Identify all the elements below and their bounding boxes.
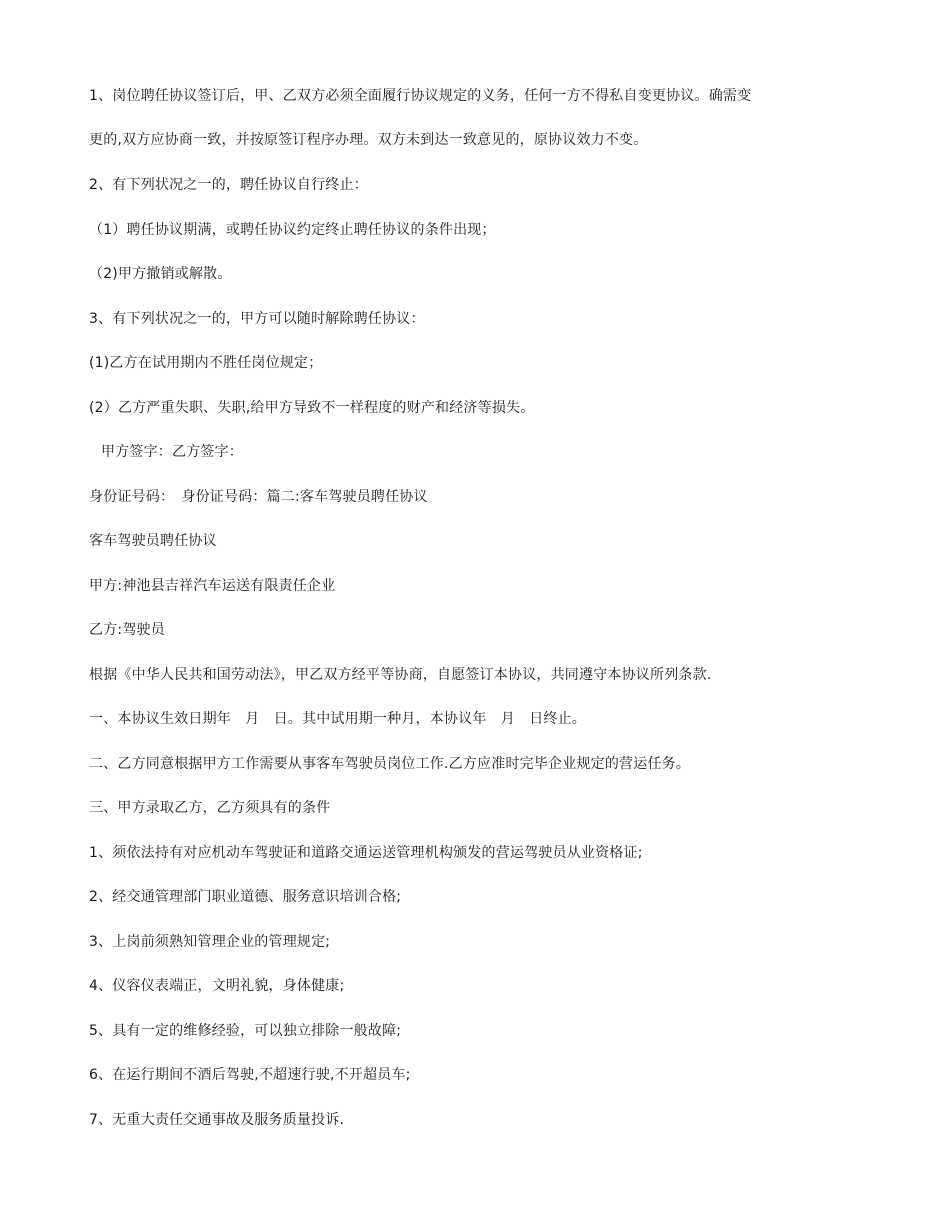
- text-line-article-3: 三、甲方录取乙方，乙方须具有的条件: [89, 800, 331, 816]
- text-line-preamble: 根据《中华人民共和国劳动法》，甲乙双方经平等协商，自愿签订本协议，共同遵守本协议所列条款.: [89, 667, 712, 683]
- text-line-clause-2-item-1: （1）聘任协议期满，或聘任协议约定终止聘任协议的条件出现；: [89, 222, 496, 238]
- text-line-clause-3: 3、有下列状况之一的，甲方可以随时解除聘任协议：: [89, 311, 425, 327]
- text-line-clause-3-item-2: (2）乙方严重失职、失职,给甲方导致不一样程度的财产和经济等损失。: [89, 400, 535, 416]
- text-line-clause-1-cont: 更的,双方应协商一致，并按原签订程序办理。双方未到达一致意见的，原协议效力不变。: [89, 132, 648, 148]
- text-line-article-1: 一、本协议生效日期年 月 日。其中试用期一种月，本协议年 月 日终止。: [89, 711, 586, 727]
- text-line-party-a: 甲方:神池县吉祥汽车运送有限责任企业: [89, 578, 336, 594]
- text-line-condition-3: 3、上岗前须熟知管理企业的管理规定;: [89, 934, 331, 950]
- text-line-condition-2: 2、经交通管理部门职业道德、服务意识培训合格;: [89, 889, 402, 905]
- text-line-condition-7: 7、无重大责任交通事故及服务质量投诉.: [89, 1112, 345, 1128]
- text-line-clause-2-item-2: （2)甲方撤销或解散。: [89, 266, 232, 282]
- text-line-signatures: 甲方签字：乙方签字：: [101, 444, 243, 460]
- text-line-condition-1: 1、须依法持有对应机动车驾驶证和道路交通运送管理机构颁发的营运驾驶员从业资格证;: [89, 845, 643, 861]
- text-line-clause-1: 1、岗位聘任协议签订后，甲、乙双方必须全面履行协议规定的义务，任何一方不得私自变更协议。确需变: [89, 88, 752, 104]
- text-line-party-b: 乙方:驾驶员: [89, 622, 165, 638]
- text-line-condition-5: 5、具有一定的维修经验，可以独立排除一般故障;: [89, 1023, 402, 1039]
- text-line-clause-2: 2、有下列状况之一的，聘任协议自行终止：: [89, 177, 368, 193]
- text-line-condition-6: 6、在运行期间不酒后驾驶,不超速行驶,不开超员车;: [89, 1067, 411, 1083]
- text-line-clause-3-item-1: (1)乙方在试用期内不胜任岗位规定；: [89, 355, 323, 371]
- text-line-title: 客车驾驶员聘任协议: [89, 533, 217, 549]
- text-line-condition-4: 4、仪容仪表端正，文明礼貌，身体健康;: [89, 978, 345, 994]
- text-line-id-numbers: 身份证号码： 身份证号码：篇二:客车驾驶员聘任协议: [89, 489, 428, 505]
- text-line-article-2: 二、乙方同意根据甲方工作需要从事客车驾驶员岗位工作.乙方应准时完毕企业规定的营运任务。: [89, 756, 691, 772]
